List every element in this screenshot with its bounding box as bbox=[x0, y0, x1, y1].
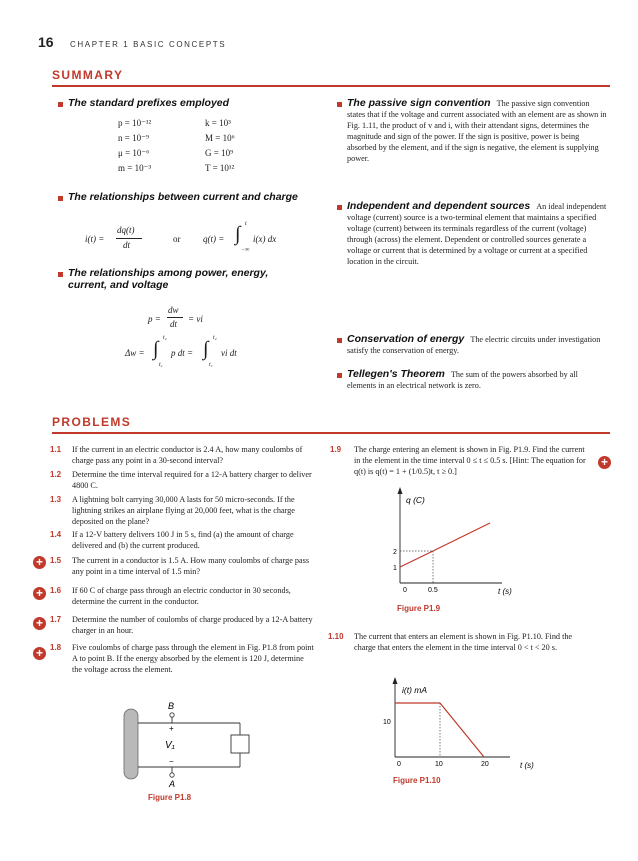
passive-text: The passive sign convention states that if the voltage and current associated with an element are as shown in Fig. 1.11, the product of v and i, with their attendant signs, determines the magnitude and sign of the power. If the sign is positive, power is being absorbed by the element, and if the sign is negative, the element is supplying power. bbox=[347, 99, 607, 163]
problem-number: 1.4 bbox=[50, 530, 62, 539]
plus-icon[interactable]: + bbox=[33, 617, 46, 630]
problem-number: 1.10 bbox=[328, 632, 344, 641]
element-box bbox=[231, 735, 249, 753]
tellegen-text: The sum of the powers absorbed by all elements in an electrical network is zero. bbox=[347, 370, 578, 390]
prefix-right: M = 10⁶ bbox=[205, 133, 235, 143]
bullet bbox=[337, 338, 342, 343]
figure-p1-8-caption: Figure P1.8 bbox=[148, 793, 192, 802]
sources-heading: Independent and dependent sources bbox=[347, 200, 531, 212]
x-tick-20: 20 bbox=[481, 761, 489, 768]
bullet bbox=[58, 196, 63, 201]
problem-text: The current that enters an element is shown in Fig. P1.10. Find the charge that enters the element in the time interval 0 < t < 20 s. bbox=[354, 632, 573, 652]
label-v1: V₁ bbox=[165, 740, 175, 751]
or-label: or bbox=[173, 234, 181, 244]
current-charge-equation: i(t) = dq(t) dt or q(t) = ∫ t −∞ i(x) dx bbox=[85, 221, 277, 253]
chapter-title: CHAPTER 1 BASIC CONCEPTS bbox=[70, 40, 227, 49]
bullet bbox=[58, 102, 63, 107]
bullet bbox=[337, 205, 342, 210]
y-tick-10: 10 bbox=[383, 719, 391, 726]
label-b: B bbox=[168, 701, 175, 711]
y-tick-1: 1 bbox=[393, 565, 397, 572]
summary-title: SUMMARY bbox=[52, 68, 124, 82]
passive-heading: The passive sign convention bbox=[347, 97, 491, 109]
page-header bbox=[38, 34, 226, 52]
y-tick-2: 2 bbox=[393, 549, 397, 556]
label-a: A bbox=[169, 779, 176, 789]
problem-text: The current in a conductor is 1.5 A. How many coulombs of charge pass any point in a time interval of 1.5 min? bbox=[72, 556, 310, 576]
prefix-left: p = 10⁻¹² bbox=[118, 118, 152, 128]
problem-text: Five coulombs of charge pass through the element in Fig. P1.8 from point A to point B. If the energy absorbed by the element is 120 J, determine the voltage across the element. bbox=[72, 643, 314, 674]
problem-text: If a 12-V battery delivers 100 J in 5 s, find (a) the amount of charge delivered and (b) the current produced. bbox=[72, 530, 294, 550]
plus-icon[interactable]: + bbox=[598, 456, 611, 469]
figure-p1-8 bbox=[120, 695, 260, 790]
problem-number: 1.6 bbox=[50, 586, 62, 595]
prefix-left: m = 10⁻³ bbox=[118, 163, 152, 173]
energy-equation: Δw = ∫ t₂ t₁ p dt = ∫ t₂ t₁ vi dt bbox=[125, 335, 237, 368]
problem-number: 1.5 bbox=[50, 556, 62, 565]
prefix-right: T = 10¹² bbox=[205, 163, 235, 173]
figure-p1-9 bbox=[380, 485, 530, 600]
problem-text: Determine the number of coulombs of charge produced by a 12-A battery charger in an hour. bbox=[72, 615, 313, 635]
problem-number: 1.1 bbox=[50, 445, 62, 454]
figure-p1-9-caption: Figure P1.9 bbox=[397, 604, 441, 613]
element-body bbox=[124, 709, 138, 779]
conservation-text: The electric circuits under investigation satisfy the conservation of energy. bbox=[347, 335, 601, 355]
problem-text: A lightning bolt carrying 30,000 A lasts for 50 micro-seconds. If the lightning strikes an airplane flying at 20,000 feet, what is the charge deposited on the plane? bbox=[72, 495, 295, 526]
prefixes-heading: The standard prefixes employed bbox=[68, 97, 230, 109]
y-axis-label: q (C) bbox=[406, 495, 425, 505]
problems-title: PROBLEMS bbox=[52, 415, 132, 429]
minus-sign: − bbox=[169, 757, 174, 766]
figure-p1-10-caption: Figure P1.10 bbox=[393, 776, 441, 785]
problem-number: 1.9 bbox=[330, 445, 342, 454]
summary-rule bbox=[52, 85, 610, 87]
prefix-left: n = 10⁻⁹ bbox=[118, 133, 149, 143]
problem-text: Determine the time interval required for a 12-A battery charger to deliver 4800 C. bbox=[72, 470, 312, 490]
x-tick-0: 0 bbox=[403, 587, 407, 594]
power-equation: p = dw dt = vi bbox=[148, 305, 203, 329]
x-axis-label: t (s) bbox=[498, 587, 512, 596]
problem-number: 1.3 bbox=[50, 495, 62, 504]
charge-line-extension bbox=[433, 523, 490, 551]
bullet bbox=[337, 373, 342, 378]
bullet bbox=[337, 102, 342, 107]
plus-icon[interactable]: + bbox=[33, 647, 46, 660]
sources-text: An ideal independent voltage (current) source is a two-terminal element that maintains a specified voltage (current) between its terminals regardless of the current (voltage) through (across) the element. Dependent or controlled sources generate a voltage or current that is determined by a voltage or current at a specified location in the circuit. bbox=[347, 202, 607, 266]
tellegen-heading: Tellegen's Theorem bbox=[347, 368, 445, 380]
bullet bbox=[58, 272, 63, 277]
power-energy-heading: The relationships among power, energy, current, and voltage bbox=[68, 267, 269, 291]
plus-sign: + bbox=[169, 724, 174, 733]
conservation-heading: Conservation of energy bbox=[347, 333, 465, 345]
terminal-a bbox=[170, 773, 174, 777]
terminal-b bbox=[170, 713, 174, 717]
problem-number: 1.2 bbox=[50, 470, 62, 479]
x-tick-0: 0 bbox=[397, 761, 401, 768]
x-axis-label: t (s) bbox=[520, 761, 534, 770]
problems-rule bbox=[52, 432, 610, 434]
prefix-right: k = 10³ bbox=[205, 118, 231, 128]
problem-text: The charge entering an element is shown in Fig. P1.9. Find the current in the element in the time interval 0 ≤ t ≤ 0.5 s. [Hint: The equation for q(t) is q(t) = 1 + (1/0.5)t, t ≥ 0.] bbox=[354, 445, 586, 476]
current-charge-heading: The relationships between current and charge bbox=[68, 191, 298, 203]
prefix-left: μ = 10⁻⁶ bbox=[118, 148, 150, 158]
y-axis-label: i(t) mA bbox=[402, 685, 428, 695]
x-tick-05: 0.5 bbox=[428, 587, 438, 594]
problem-number: 1.8 bbox=[50, 643, 62, 652]
page-number: 16 bbox=[38, 34, 54, 50]
current-ramp-segment bbox=[440, 703, 484, 757]
problem-text: If 60 C of charge pass through an electric conductor in 30 seconds, determine the current in the conductor. bbox=[72, 586, 291, 606]
problem-text: If the current in an electric conductor is 2.4 A, how many coulombs of charge pass any point in a 30-second interval? bbox=[72, 445, 303, 465]
plus-icon[interactable]: + bbox=[33, 556, 46, 569]
x-tick-10: 10 bbox=[435, 761, 443, 768]
plus-icon[interactable]: + bbox=[33, 587, 46, 600]
problem-number: 1.7 bbox=[50, 615, 62, 624]
prefix-right: G = 10⁹ bbox=[205, 148, 234, 158]
figure-p1-10 bbox=[370, 675, 545, 775]
charge-line-segment bbox=[400, 551, 433, 567]
